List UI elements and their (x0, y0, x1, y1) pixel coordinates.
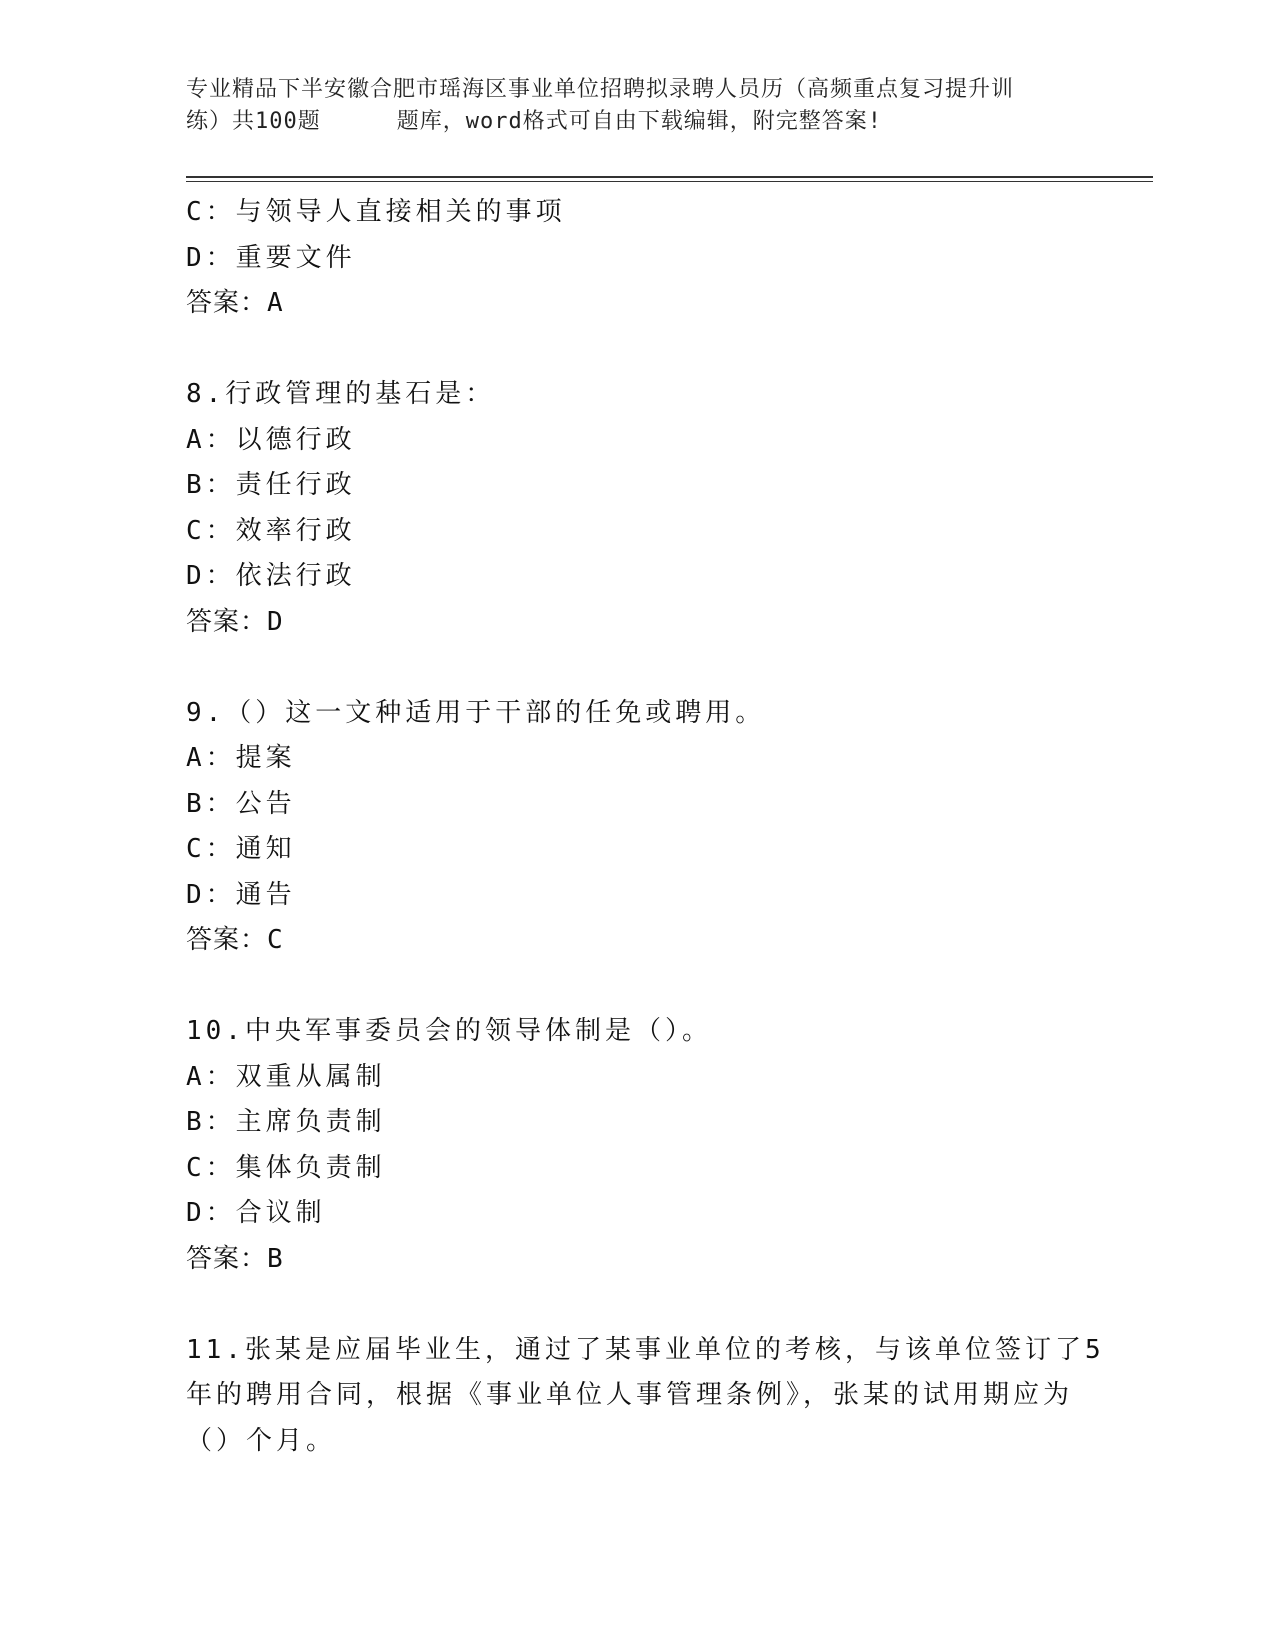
question-block-9 (186, 691, 1086, 964)
header-line-2-part-2: 题库，word格式可自由下载编辑，附完整答案! (396, 109, 882, 134)
question-list (186, 190, 1105, 1464)
option-a: A：以德行政 (186, 424, 356, 455)
option-d: D：重要文件 (186, 242, 356, 273)
answer-label: 答案：C (186, 925, 284, 955)
option-b: B：责任行政 (186, 470, 356, 500)
question-block-prev (186, 190, 1086, 327)
question-text-line-3: （）个月。 (186, 1425, 337, 1456)
header-line-2 (186, 106, 1086, 138)
option-c: C：集体负责制 (186, 1152, 386, 1183)
option-d: D：依法行政 (186, 561, 356, 591)
option-b: B：公告 (186, 788, 296, 819)
question-block-10 (186, 1009, 1086, 1282)
option-d: D：合议制 (186, 1198, 326, 1228)
answer-label: 答案：A (186, 288, 284, 318)
question-text: 10.中央军事委员会的领导体制是（）。 (186, 1016, 712, 1046)
option-c: C：通知 (186, 834, 296, 864)
option-a: A：提案 (186, 743, 296, 773)
answer-label: 答案：B (186, 1243, 284, 1274)
header-divider-thin (186, 181, 1153, 182)
question-block-8 (186, 372, 1086, 645)
question-text-line-1: 11.张某是应届毕业生，通过了某事业单位的考核，与该单位签订了5 (186, 1334, 1105, 1365)
header-line-2-part-1: 练）共100题 (186, 109, 321, 134)
option-b: B：主席负责制 (186, 1107, 386, 1137)
header-divider-thick (186, 176, 1153, 178)
option-c: C：效率行政 (186, 515, 356, 546)
page-header (186, 74, 1086, 138)
option-c: C：与领导人直接相关的事项 (186, 197, 566, 227)
question-text-line-2: 年的聘用合同，根据《事业单位人事管理条例》，张某的试用期应为 (186, 1380, 1074, 1410)
question-block-11 (186, 1328, 1105, 1465)
question-text: 9.（）这一文种适用于干部的任免或聘用。 (186, 697, 766, 728)
header-line-1: 专业精品下半安徽合肥市瑶海区事业单位招聘拟录聘人员历（高频重点复习提升训 (186, 77, 1015, 102)
option-d: D：通告 (186, 879, 296, 910)
option-a: A：双重从属制 (186, 1061, 386, 1092)
answer-label: 答案：D (186, 606, 284, 637)
question-text: 8.行政管理的基石是： (186, 379, 496, 409)
